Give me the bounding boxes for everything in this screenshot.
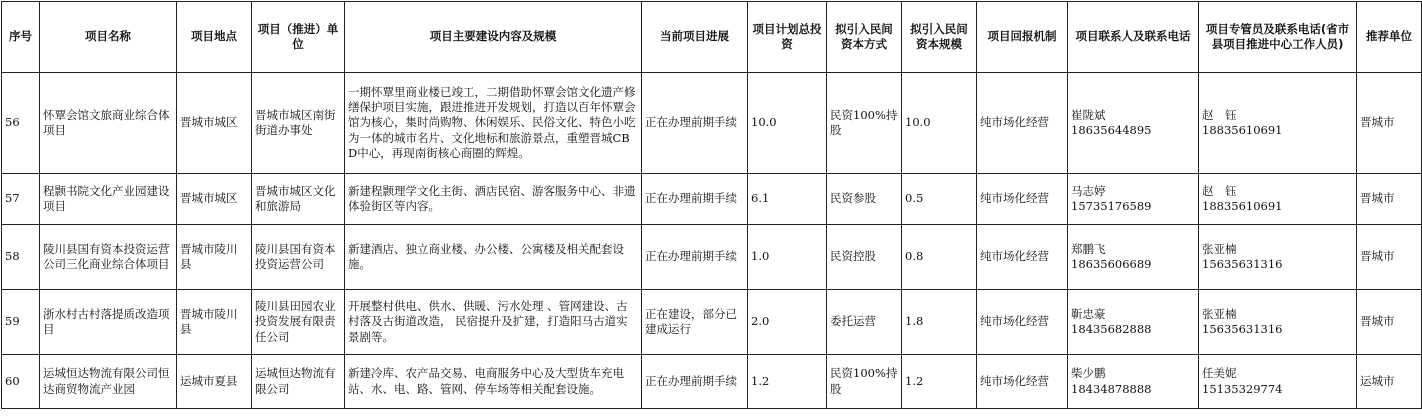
contact-name: 崔陇斌 <box>1071 107 1106 122</box>
cell-seq: 57 <box>2 174 40 225</box>
cell-name: 陵川县国有资本投资运营公司三化商业综合体项目 <box>40 225 177 290</box>
cell-progress: 正在建设，部分已建成运行 <box>642 290 748 355</box>
cell-content: 新建冷库、农产品交易、电商服务中心及大型货车充电站、水、电、路、管网、停车场等相关配套设施。 <box>345 355 642 409</box>
commissioner-name: 任美妮 <box>1202 366 1237 381</box>
commissioner-phone: 15635631316 <box>1202 257 1283 271</box>
cell-content: 新建酒店、独立商业楼、办公楼、公寓楼及相关配套设施。 <box>345 225 642 290</box>
cell-return-mechanism: 纯市场化经营 <box>977 355 1068 409</box>
cell-unit: 晋城市城区南街街道办事处 <box>252 73 345 174</box>
cell-capital-method: 民资100%持股 <box>827 355 902 409</box>
cell-commissioner <box>1199 174 1357 225</box>
cell-investment: 6.1 <box>748 174 827 225</box>
table-row <box>2 225 1422 290</box>
cell-name: 运城恒达物流有限公司恒达商贸物流产业园 <box>40 355 177 409</box>
cell-recommender: 晋城市 <box>1357 174 1422 225</box>
cell-seq: 56 <box>2 73 40 174</box>
header-recommender: 推荐单位 <box>1357 2 1422 73</box>
cell-contact <box>1068 290 1199 355</box>
cell-location: 晋城市陵川县 <box>177 290 252 355</box>
cell-return-mechanism: 纯市场化经营 <box>977 73 1068 174</box>
cell-capital-scale: 10.0 <box>902 73 977 174</box>
table-row <box>2 355 1422 409</box>
cell-contact <box>1068 225 1199 290</box>
cell-seq: 59 <box>2 290 40 355</box>
cell-recommender: 晋城市 <box>1357 225 1422 290</box>
cell-seq: 58 <box>2 225 40 290</box>
cell-progress: 正在办理前期手续 <box>642 355 748 409</box>
contact-phone: 18435682888 <box>1071 322 1152 336</box>
project-table <box>1 1 1422 409</box>
cell-commissioner <box>1199 73 1357 174</box>
header-return-mechanism: 项目回报机制 <box>977 2 1068 73</box>
cell-investment: 1.0 <box>748 225 827 290</box>
commissioner-phone: 18835610691 <box>1202 123 1283 137</box>
cell-name: 怀覃会馆文旅商业综合体项目 <box>40 73 177 174</box>
header-progress: 当前项目进展 <box>642 2 748 73</box>
header-row <box>2 2 1422 73</box>
cell-investment: 1.2 <box>748 355 827 409</box>
cell-progress: 正在办理前期手续 <box>642 73 748 174</box>
cell-capital-method: 委托运营 <box>827 290 902 355</box>
cell-location: 晋城市城区 <box>177 174 252 225</box>
cell-unit: 陵川县国有资本投资运营公司 <box>252 225 345 290</box>
commissioner-phone: 18835610691 <box>1202 199 1283 213</box>
cell-recommender: 晋城市 <box>1357 290 1422 355</box>
contact-name: 马志婷 <box>1071 183 1106 198</box>
table-row <box>2 174 1422 225</box>
cell-seq: 60 <box>2 355 40 409</box>
header-seq: 序号 <box>2 2 40 73</box>
commissioner-phone: 15635631316 <box>1202 322 1283 336</box>
cell-capital-scale: 1.2 <box>902 355 977 409</box>
contact-phone: 18635606689 <box>1071 257 1152 271</box>
contact-name: 靳忠豪 <box>1071 306 1106 321</box>
cell-name: 程颢书院文化产业园建设项目 <box>40 174 177 225</box>
cell-return-mechanism: 纯市场化经营 <box>977 225 1068 290</box>
contact-phone: 18434878888 <box>1071 381 1152 396</box>
cell-progress: 正在办理前期手续 <box>642 174 748 225</box>
cell-capital-method: 民资100%持股 <box>827 73 902 174</box>
cell-capital-scale: 0.5 <box>902 174 977 225</box>
header-investment: 项目计划总投资 <box>748 2 827 73</box>
cell-capital-method: 民资控股 <box>827 225 902 290</box>
cell-capital-scale: 1.8 <box>902 290 977 355</box>
cell-contact <box>1068 174 1199 225</box>
cell-name: 浙水村古村落提质改造项目 <box>40 290 177 355</box>
header-content: 项目主要建设内容及规模 <box>345 2 642 73</box>
cell-contact <box>1068 355 1199 409</box>
header-commissioner: 项目专管员及联系电话(省市县项目推进中心工作人员) <box>1199 2 1357 73</box>
cell-capital-method: 民资参股 <box>827 174 902 225</box>
cell-unit: 运城恒达物流有限公司 <box>252 355 345 409</box>
cell-return-mechanism: 纯市场化经营 <box>977 174 1068 225</box>
cell-capital-scale: 0.8 <box>902 225 977 290</box>
contact-phone: 18635644895 <box>1071 123 1152 137</box>
commissioner-name: 赵 钰 <box>1202 183 1237 198</box>
commissioner-name: 赵 钰 <box>1202 107 1237 122</box>
commissioner-name: 张亚楠 <box>1202 306 1237 321</box>
cell-investment: 2.0 <box>748 290 827 355</box>
cell-contact <box>1068 73 1199 174</box>
commissioner-name: 张亚楠 <box>1202 241 1237 256</box>
cell-content: 新建程颢理学文化主街、酒店民宿、游客服务中心、非遗体验街区等内容。 <box>345 174 642 225</box>
header-capital-scale: 拟引入民间资本规模 <box>902 2 977 73</box>
cell-commissioner <box>1199 290 1357 355</box>
contact-name: 郑鹏飞 <box>1071 241 1106 256</box>
header-name: 项目名称 <box>40 2 177 73</box>
cell-commissioner <box>1199 225 1357 290</box>
table-row <box>2 73 1422 174</box>
header-unit: 项目（推进）单位 <box>252 2 345 73</box>
cell-location: 运城市夏县 <box>177 355 252 409</box>
cell-progress: 正在办理前期手续 <box>642 225 748 290</box>
table-row <box>2 290 1422 355</box>
cell-unit: 陵川县田园农业投资发展有限责任公司 <box>252 290 345 355</box>
cell-location: 晋城市城区 <box>177 73 252 174</box>
cell-commissioner <box>1199 355 1357 409</box>
contact-name: 柴少鹏 <box>1071 366 1106 381</box>
cell-content: 一期怀覃里商业楼已竣工，二期借助怀覃会馆文化遗产修缮保护项目实施，跟进推进开发规划，打造以百年怀覃会馆为核心，集时尚购物、休闲娱乐、民俗文化、特色小吃为一体的城市名片、文化地标和旅游景点，重塑晋城CBD中心，再现南街核心商圈的辉煌。 <box>345 73 642 174</box>
header-capital-method: 拟引入民间资本方式 <box>827 2 902 73</box>
header-contact: 项目联系人及联系电话 <box>1068 2 1199 73</box>
contact-phone: 15735176589 <box>1071 199 1152 213</box>
cell-investment: 10.0 <box>748 73 827 174</box>
cell-unit: 晋城市城区文化和旅游局 <box>252 174 345 225</box>
cell-recommender: 运城市 <box>1357 355 1422 409</box>
cell-content: 开展整村供电、供水、供暖、污水处理 、管网建设、古村落及古街道改造， 民宿提升及扩建，打造阳马古道实景剧等。 <box>345 290 642 355</box>
commissioner-phone: 15135329774 <box>1202 381 1283 396</box>
cell-recommender: 晋城市 <box>1357 73 1422 174</box>
cell-return-mechanism: 纯市场化经营 <box>977 290 1068 355</box>
header-location: 项目地点 <box>177 2 252 73</box>
cell-location: 晋城市陵川县 <box>177 225 252 290</box>
